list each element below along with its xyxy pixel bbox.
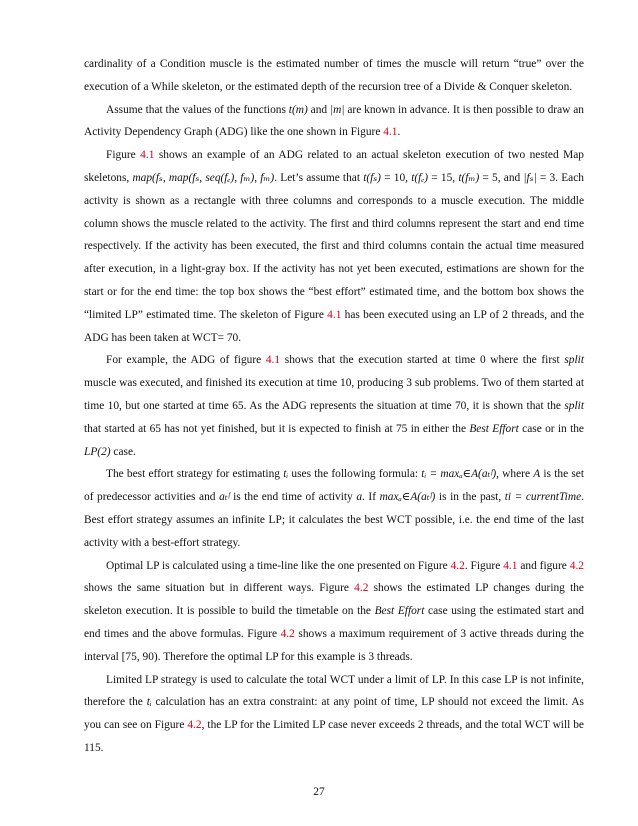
text-run: , the LP for the Limited LP case never exceeds 2 threads, and the total WCT will be 115. xyxy=(84,719,584,754)
text-run: . Figure xyxy=(464,559,504,572)
body-text xyxy=(84,53,584,760)
text-run: = 5, and xyxy=(479,171,524,184)
paragraph xyxy=(84,144,584,349)
text-run: and figure xyxy=(517,559,570,572)
text-run: and xyxy=(307,103,330,116)
math-expression: LP(2) xyxy=(84,445,111,458)
text-run: = 15, xyxy=(428,171,459,184)
figure-reference-link[interactable]: 4.1 xyxy=(140,149,155,162)
text-run: muscle was executed, and finished its execution at time 10, producing 3 sub problems. Two of them started at time 10, but one started at time 65. As the ADG represents the situation at time 70, it is shown that the xyxy=(84,377,584,412)
math-expression: ti = currentTime xyxy=(504,491,582,504)
text-run: , where xyxy=(496,468,534,481)
math-expression: aₜᶠ xyxy=(219,491,230,504)
figure-reference-link[interactable]: 4.1 xyxy=(327,308,342,321)
figure-reference-link[interactable]: 4.2 xyxy=(187,719,202,732)
text-run: Optimal LP is calculated using a time-line like the one presented on Figure xyxy=(106,559,451,572)
math-expression: A xyxy=(533,468,541,481)
page-number: 27 xyxy=(313,786,325,798)
text-run: = 10, xyxy=(380,171,412,184)
paragraph xyxy=(84,349,584,463)
emphasized-text: Best Effort xyxy=(469,422,519,435)
text-run: cardinality of a Condition muscle is the estimated number of times the muscle will return “true” over the execution of a While skeleton, or the estimated depth of the recursion tree of a Divide & Conquer skeleton. xyxy=(84,58,584,93)
math-expression: map(fₛ, map(fₛ, seq(fₑ), fₘ), fₘ) xyxy=(132,171,275,184)
text-run: shows that the execution started at time 0 where the first xyxy=(280,354,565,367)
figure-reference-link[interactable]: 4.1 xyxy=(383,126,398,139)
emphasized-text: split xyxy=(564,354,584,367)
text-run: . xyxy=(397,126,401,139)
figure-reference-link[interactable]: 4.2 xyxy=(450,559,465,572)
text-run: uses the following formula: xyxy=(288,468,422,481)
text-run: Figure xyxy=(106,149,141,162)
text-run: shows the same situation but in different ways. Figure xyxy=(84,582,355,595)
figure-reference-link[interactable]: 4.1 xyxy=(265,354,281,367)
text-run: calculation has an extra constraint: at any point of time, LP should not exceed the limit. As you can see on Figure xyxy=(84,696,584,732)
text-run: For example, the ADG of figure xyxy=(106,354,266,367)
figure-reference-link[interactable]: 4.1 xyxy=(503,559,518,572)
paragraph xyxy=(84,463,584,554)
text-run: case or in the xyxy=(518,422,584,435)
text-run: shows an example of an ADG related to an actual skeleton execution of two nested Map skeletons, xyxy=(84,149,584,184)
math-expression: |m| xyxy=(329,103,345,116)
math-expression: |fₛ| xyxy=(523,171,537,184)
text-run: Limited LP strategy is used to calculate the total WCT under a limit of LP. In this case LP is not infinite, therefore the xyxy=(84,673,584,709)
math-expression: t(m) xyxy=(288,103,308,116)
text-run: has been executed using an LP of 2 threads, and the ADG has been taken at WCT= 70. xyxy=(84,308,585,344)
math-expression: tᵢ xyxy=(283,468,289,481)
text-run: case using the estimated start and end times and the above formulas. Figure xyxy=(84,605,584,640)
paragraph xyxy=(84,99,584,145)
text-run: Assume that the values of the functions xyxy=(106,103,289,116)
text-run: . Best effort strategy assumes an infinite LP; it calculates the best WCT possible, i.e. the end time of the last activity with a best-effort strategy. xyxy=(84,491,584,549)
emphasized-text: Best Effort xyxy=(374,605,425,618)
text-run: is the set of predecessor activities and xyxy=(84,468,584,504)
text-run: . If xyxy=(362,491,380,504)
math-expression: t(fₘ) xyxy=(458,171,480,184)
text-run: shows a maximum requirement of 3 active threads during the interval [75, 90). Therefore the optimal LP for this example is 3 threads. xyxy=(84,627,584,663)
text-run: is in the past, xyxy=(435,491,505,504)
paragraph xyxy=(84,669,584,760)
math-expression: t(fₛ) xyxy=(363,171,381,184)
figure-reference-link[interactable]: 4.2 xyxy=(280,627,295,640)
text-run: that started at 65 has not yet finished, but it is expected to finish at 75 in either the xyxy=(84,422,470,435)
paragraph xyxy=(84,555,584,669)
text-run: The best effort strategy for estimating xyxy=(106,468,284,481)
figure-reference-link[interactable]: 4.2 xyxy=(354,582,369,595)
math-expression: tᵢ xyxy=(146,696,152,709)
text-run: shows the estimated LP changes during the skeleton execution. It is possible to build the timetable on the xyxy=(84,582,584,618)
text-run: are known in advance. It is then possible to draw an Activity Dependency Graph (ADG) like the one shown in Figure xyxy=(84,103,584,139)
math-expression: a xyxy=(356,491,363,504)
figure-reference-link[interactable]: 4.2 xyxy=(569,559,584,572)
text-run: . Let’s assume that xyxy=(274,171,364,184)
emphasized-text: split xyxy=(564,399,584,412)
text-run: is the end time of activity xyxy=(229,491,357,504)
math-expression: t(fₑ) xyxy=(411,171,429,184)
text-run: = 3. Each activity is shown as a rectangle with three columns and corresponds to a muscle execution. The middle column shows the muscle related to the activity. The first and third columns represent the start and end time respectively. If the activity has been executed, the first and third columns contain the actual time measured after execution, in a light-gray box. If the activity has not yet been executed, estimations are shown for the start or for the end time: the top box shows the “best effort” estimated time, and the bottom box shows the “limited LP” estimated time. The skeleton of Figure xyxy=(84,171,584,321)
paragraph xyxy=(84,53,584,99)
text-run: case. xyxy=(110,445,136,458)
math-expression: maxₐ∈A(aₜᶠ) xyxy=(379,491,436,504)
math-expression: tᵢ = maxₐ∈A(aₜᶠ) xyxy=(421,468,497,481)
